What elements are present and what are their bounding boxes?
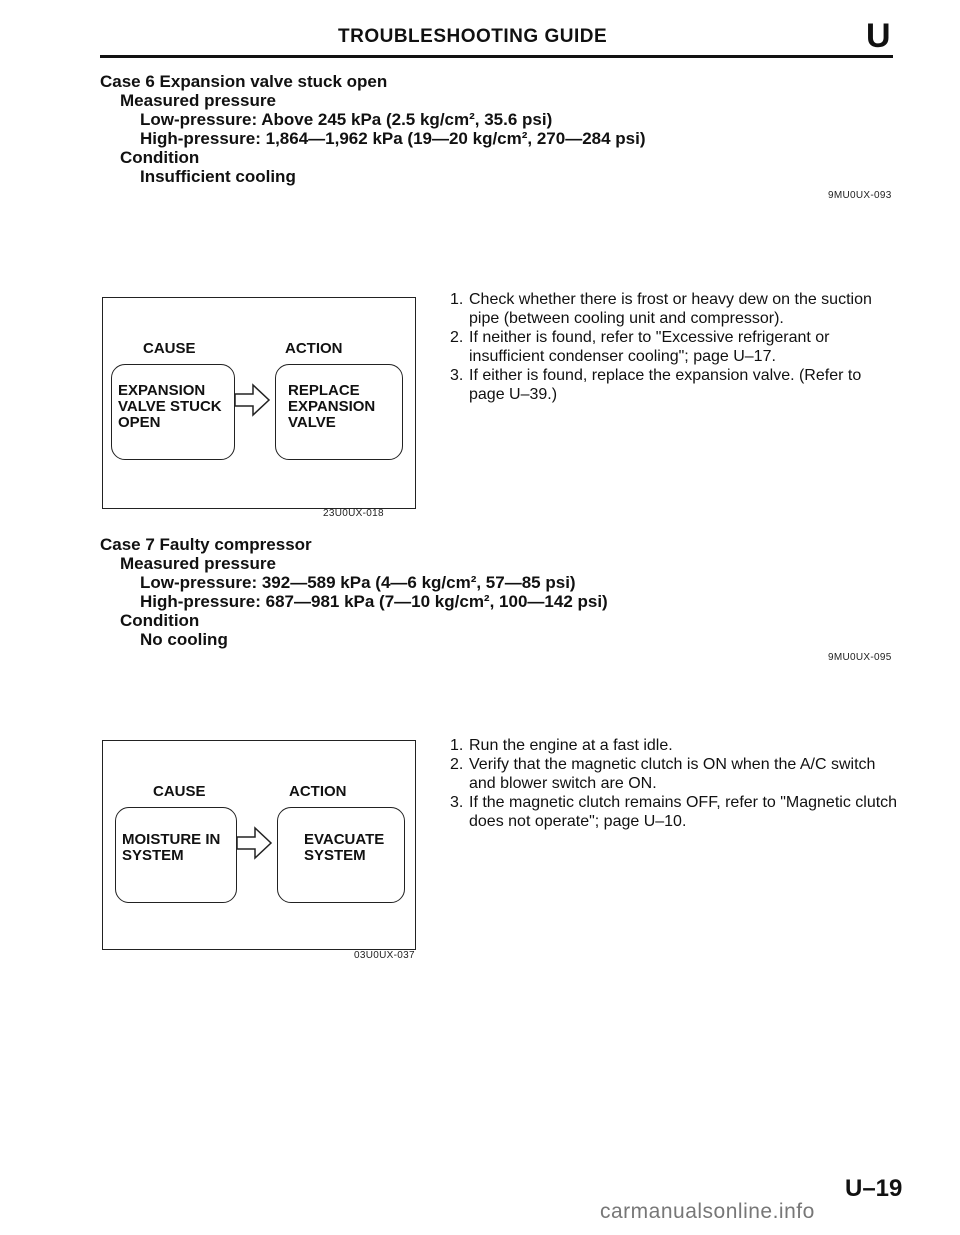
list-item: 2. If neither is found, refer to "Excessive refrigerant or insufficient condenser cooling"; page U–17. [450,329,830,365]
case6-figure-code: 9MU0UX-093 [828,190,892,201]
header-rule [100,55,893,58]
case7-cause-header: CAUSE [153,783,206,800]
case7-condition-label: Condition [120,611,200,630]
case7-steps [450,736,898,831]
case7-diagram-code: 03U0UX-037 [354,950,415,961]
arrow-right-icon [233,382,273,423]
list-item: 2. Verify that the magnetic clutch is ON when the A/C switch and blower switch are ON. [450,756,876,792]
arrow-right-icon [235,825,275,866]
case6-high-pressure: High-pressure: 1,864—1,962 kPa (19—20 kg/cm², 270—284 psi) [140,129,646,148]
case7-action-header: ACTION [289,783,347,800]
case7-title: Case 7 Faulty compressor [100,535,312,554]
case6-diagram [102,297,416,509]
case6-block [100,72,646,186]
case7-action-box: EVACUATE SYSTEM [277,807,405,903]
case7-measured-label: Measured pressure [120,554,276,573]
case7-low-pressure: Low-pressure: 392—589 kPa (4—6 kg/cm², 57—85 psi) [140,573,576,592]
case6-measured-label: Measured pressure [120,91,276,110]
watermark: carmanualsonline.info [600,1200,815,1223]
case6-condition-label: Condition [120,148,200,167]
case6-title: Case 6 Expansion valve stuck open [100,72,388,91]
case6-low-pressure: Low-pressure: Above 245 kPa (2.5 kg/cm², 35.6 psi) [140,110,553,129]
page-header-title: TROUBLESHOOTING GUIDE [338,26,608,47]
case7-high-pressure: High-pressure: 687—981 kPa (7—10 kg/cm², 100—142 psi) [140,592,608,611]
case7-condition: No cooling [140,630,228,649]
case6-action-box: REPLACE EXPANSION VALVE [275,364,403,460]
case6-condition: Insufficient cooling [140,167,296,186]
case7-cause-box: MOISTURE IN SYSTEM [115,807,237,903]
section-letter: U [866,17,891,55]
list-item: 1. Check whether there is frost or heavy dew on the suction pipe (between cooling unit and compressor). [450,291,872,327]
list-item: 1. Run the engine at a fast idle. [450,737,673,754]
case6-cause-header: CAUSE [143,340,196,357]
case7-diagram [102,740,416,950]
list-item: 3. If the magnetic clutch remains OFF, refer to "Magnetic clutch does not operate"; page U–10. [450,794,898,830]
case7-block [100,535,608,649]
case6-steps [450,290,898,404]
case6-action-header: ACTION [285,340,343,357]
list-item: 3. If either is found, replace the expansion valve. (Refer to page U–39.) [450,367,862,403]
case6-diagram-code: 23U0UX-018 [323,508,384,519]
page-number: U–19 [845,1175,903,1202]
case6-cause-box: EXPANSION VALVE STUCK OPEN [111,364,235,460]
case7-figure-code: 9MU0UX-095 [828,652,892,663]
